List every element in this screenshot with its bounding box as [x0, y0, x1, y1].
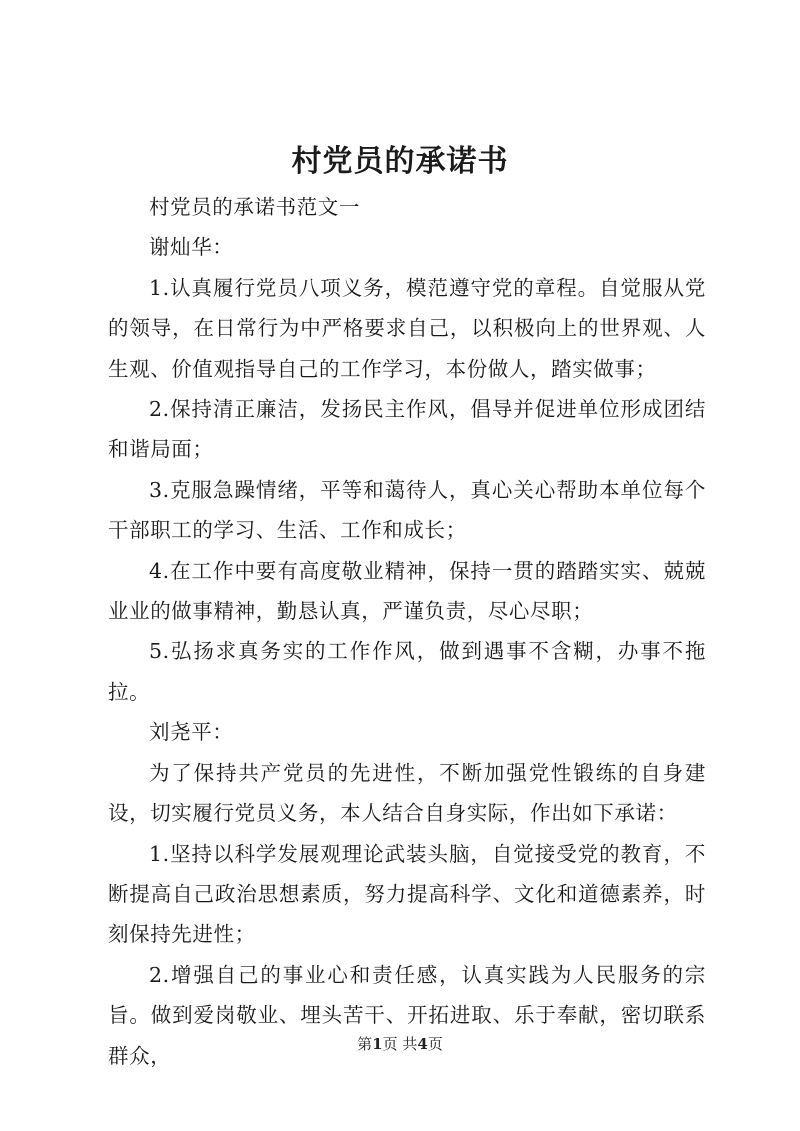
page-footer [0, 1033, 800, 1055]
paragraph-item: 5.弘扬求真务实的工作作风，做到遇事不含糊，办事不拖拉。 [108, 639, 706, 704]
footer-total-pages: 4 [417, 1035, 428, 1053]
paragraph-subtitle: 村党员的承诺书范文一 [149, 195, 360, 219]
paragraph-item: 2.保持清正廉洁，发扬民主作风，倡导并促进单位形成团结和谐局面； [108, 397, 706, 462]
footer-prefix: 第 [357, 1035, 373, 1053]
footer-suffix: 页 [427, 1035, 443, 1053]
paragraph-item: 3.克服急躁情绪，平等和蔼待人，真心关心帮助本单位每个干部职工的学习、生活、工作和成长； [108, 477, 706, 543]
paragraph-author-2: 刘尧平： [149, 720, 234, 745]
paragraph-item: 2.增强自己的事业心和责任感，认真实践为人民服务的宗旨。做到爱岗敬业、埋头苦干、开拓进取、乐于奉献，密切联系群众， [108, 962, 706, 1068]
footer-current-page: 1 [372, 1035, 383, 1053]
paragraph-item: 4.在工作中要有高度敬业精神，保持一贯的踏踏实实、兢兢业业的做事精神，勤恳认真，严谨负责，尽心尽职； [108, 558, 706, 624]
paragraph-item: 1.认真履行党员八项义务，模范遵守党的章程。自觉服从党的领导，在日常行为中严格要求自己，以积极向上的世界观、人生观、价值观指导自己的工作学习，本份做人，踏实做事； [108, 275, 706, 381]
paragraph-intro: 为了保持共产党员的先进性，不断加强党性锻练的自身建设，切实履行党员义务，本人结合自身实际，作出如下承诺： [108, 760, 706, 826]
paragraph-item: 1.坚持以科学发展观理论武装头脑，自觉接受党的教育，不断提高自己政治思想素质，努力提高科学、文化和道德素养，时刻保持先进性； [108, 841, 706, 947]
footer-mid: 页 共 [382, 1035, 418, 1053]
document-body [108, 187, 706, 1076]
paragraph-author-1: 谢灿华： [149, 235, 234, 260]
page-title: 村党员的承诺书 [291, 144, 509, 179]
